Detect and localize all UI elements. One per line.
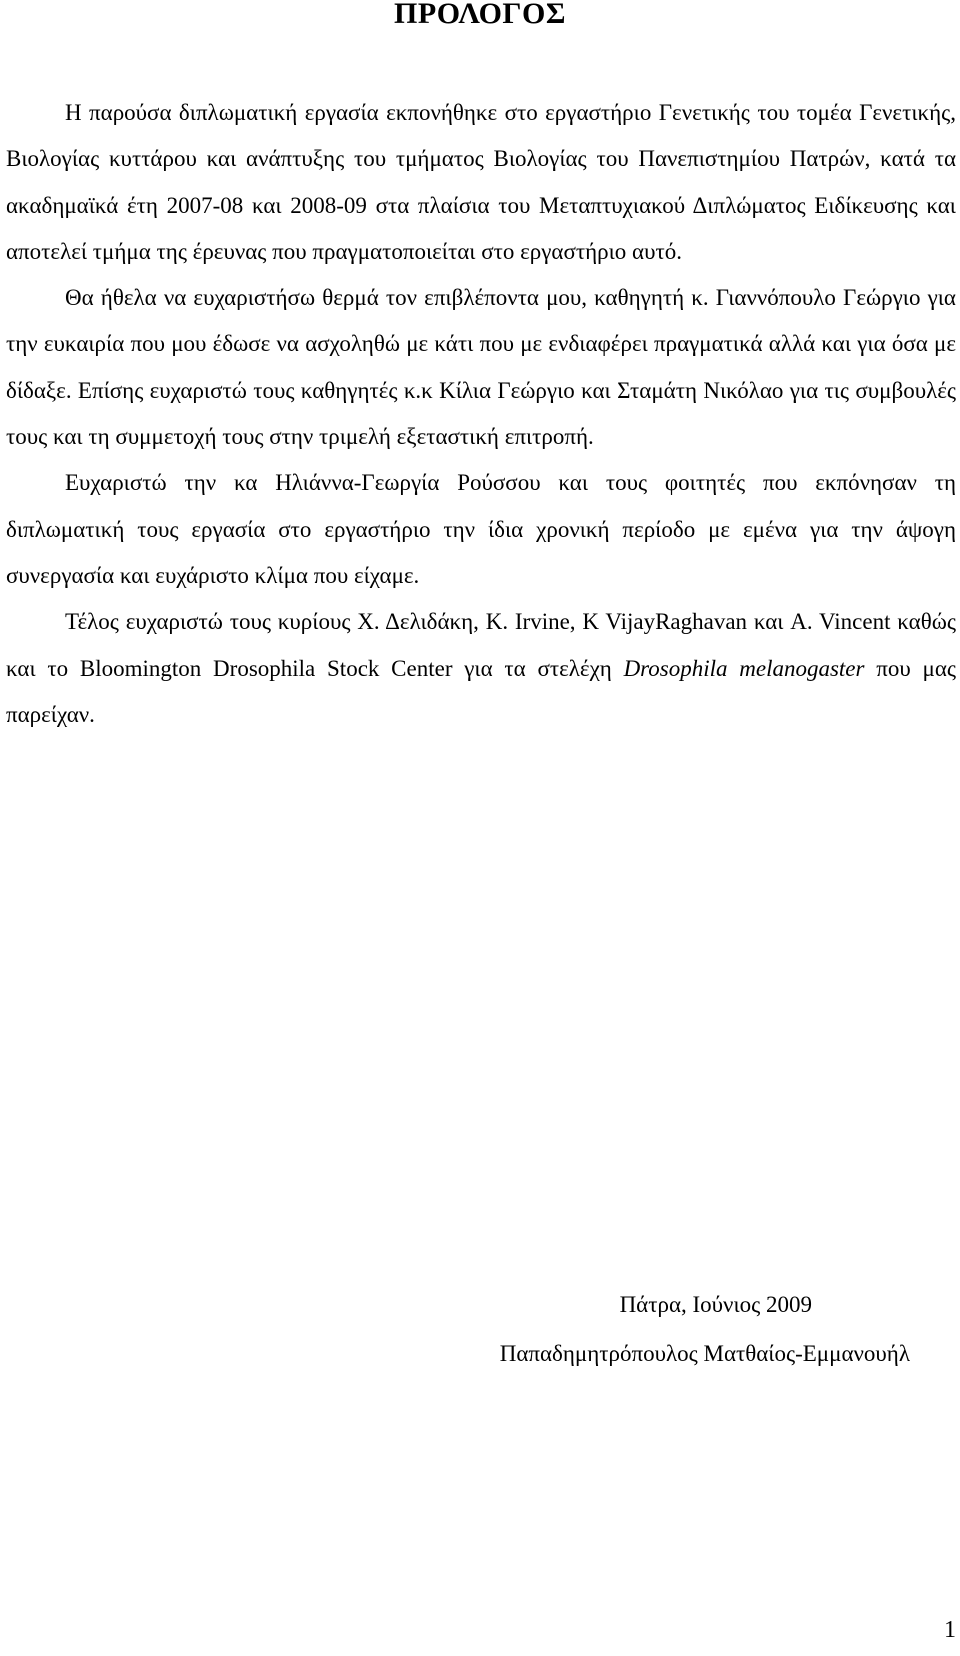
paragraph-introduction: Η παρούσα διπλωματική εργασία εκπονήθηκε στο εργαστήριο Γενετικής του τομέα Γενετικής, Βιολογίας κυττάρου και ανάπτυξης του τμήματος Βιολογίας του Πανεπιστημίου Πατρών, κατά τα ακαδημαϊκά έτη 2007-08 και 2008-09 στα πλαίσια του Μεταπτυχιακού Διπλώματος Ειδίκευσης και αποτελεί τμήμα της έρευνας που πραγματοποιείται στο εργαστήριο αυτό. xyxy=(6,100,956,264)
page-number: 1 xyxy=(944,1617,956,1643)
paragraph-colleagues-thanks: Ευχαριστώ την κα Ηλιάννα-Γεωργία Ρούσσου και τους φοιτητές που εκπόνησαν τη διπλωματική τους εργασία στο εργαστήριο την ίδια χρονική περίοδο με εμένα για την άψογη συνεργασία και ευχάριστο κλίμα που είχαμε. xyxy=(6,470,956,588)
paragraph-stocks-text-end: που μας παρείχαν. xyxy=(6,655,956,727)
signature-block xyxy=(0,1280,910,1378)
paragraph-stocks-text-start: Τέλος ευχαριστώ τους κυρίους Χ. Δελιδάκη, K. Irvine, K VijayRaghavan και A. Vincent καθώς και το Bloomington Drosophila Stock Center για τα στελέχη xyxy=(6,609,956,681)
paragraph-supervisor-thanks: Θα ήθελα να ευχαριστήσω θερμά τον επιβλέποντα μου, καθηγητή κ. Γιαννόπουλο Γεώργιο για την ευκαιρία που μου έδωσε να ασχοληθώ με κάτι που με ενδιαφέρει πραγματικά αλλά και για όσα με δίδαξε. Επίσης ευχαριστώ τους καθηγητές κ.κ Κίλια Γεώργιο και Σταμάτη Νικόλαο για τις συμβουλές τους και τη συμμετοχή τους στην τριμελή εξεταστική επιτροπή. xyxy=(6,285,956,450)
species-name: Drosophila melanogaster xyxy=(623,655,865,681)
signature-place-date: Πάτρα, Ιούνιος 2009 xyxy=(619,1292,812,1317)
preface-body xyxy=(6,90,956,738)
signature-author: Παπαδημητρόπουλος Ματθαίος-Εμμανουήλ xyxy=(499,1341,910,1366)
page-title: ΠΡΟΛΟΓΟΣ xyxy=(394,0,566,30)
paragraph-stocks-thanks xyxy=(6,599,956,738)
